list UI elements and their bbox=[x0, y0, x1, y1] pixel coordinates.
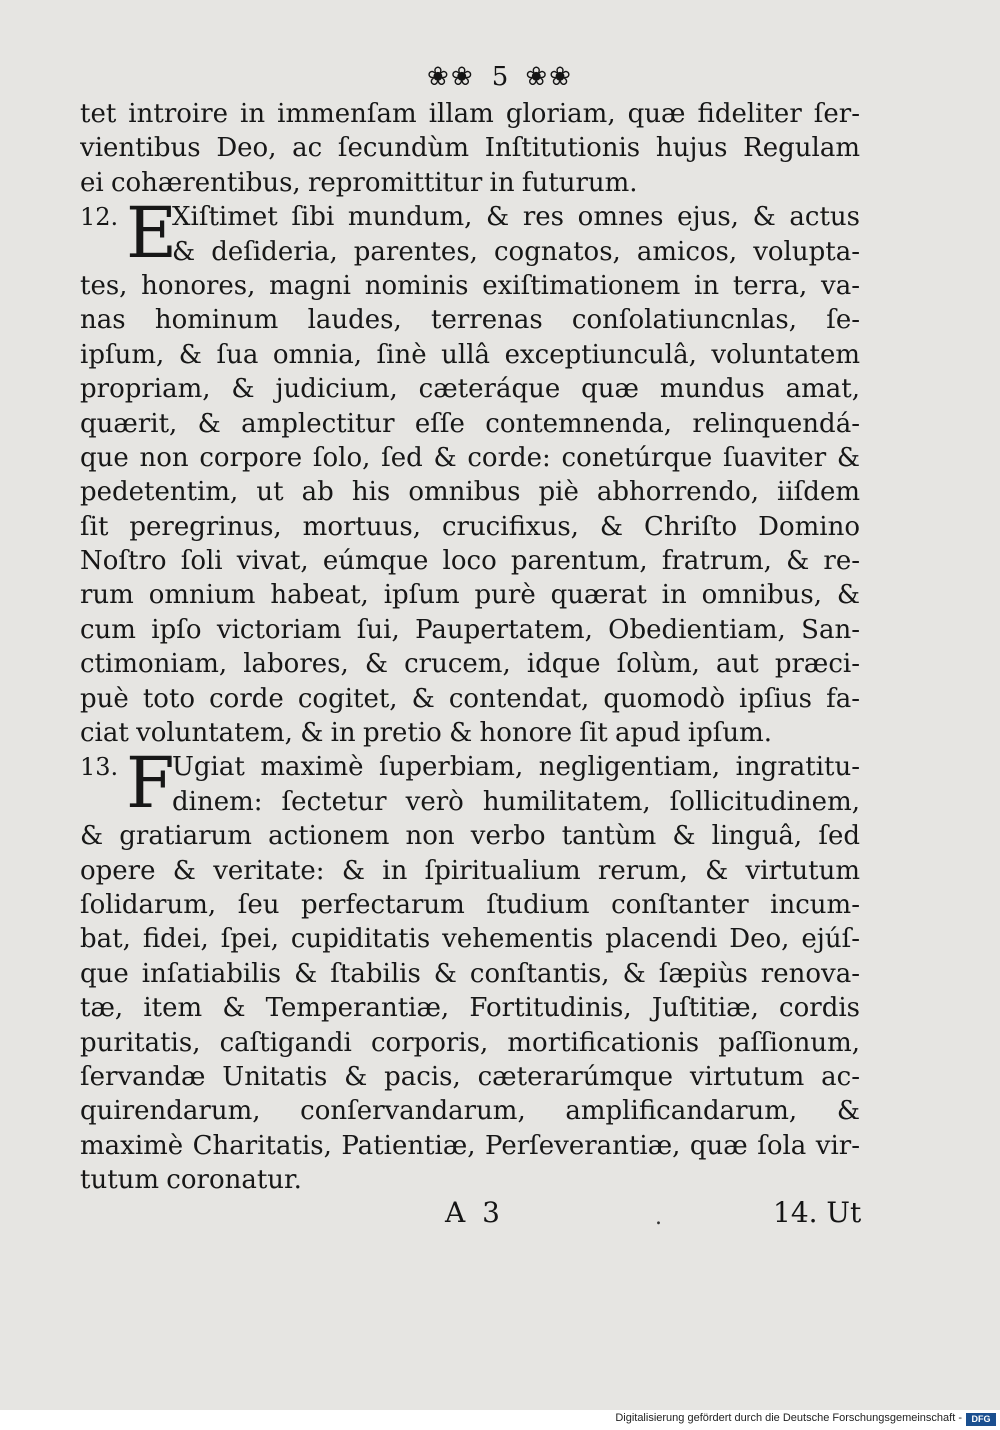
text-line: Ugiat maximè ſuperbiam, negligentiam, ingratitu- bbox=[172, 752, 860, 783]
text-line: nas hominum laudes, terrenas conſolatiuncnlas, ſe- bbox=[80, 305, 860, 336]
text-line: rum omnium habeat, ipſum purè quærat in omnibus, & bbox=[80, 580, 860, 611]
text-line: vientibus Deo, ac ſecundùm Inſtitutionis hujus Regulam bbox=[80, 133, 860, 164]
text-line: tes, honores, magni nominis exiſtimationem in terra, va- bbox=[80, 270, 860, 301]
paragraph-number: 12. bbox=[80, 203, 119, 232]
dfg-logo-icon: DFG bbox=[966, 1413, 996, 1426]
text-line: pedetentim, ut ab his omnibus piè abhorrendo, iiſdem bbox=[80, 477, 860, 508]
text-line: que inſatiabilis & ſtabilis & conſtantis, & ſæpiùs renova- bbox=[80, 958, 860, 989]
text-line: ei cohærentibus, repromittitur in futurum. bbox=[80, 167, 638, 198]
footer-dot: . bbox=[655, 1205, 662, 1230]
text-line: ciat voluntatem, & in pretio & honore ſit apud ipſum. bbox=[80, 718, 773, 749]
text-line: propriam, & judicium, cæteráque quæ mundus amat, bbox=[80, 374, 860, 405]
text-line: ſolidarum, ſeu perfectarum ſtudium conſtanter incum- bbox=[80, 889, 860, 920]
text-line: tutum coronatur. bbox=[80, 1165, 302, 1196]
page-header bbox=[0, 62, 1000, 102]
text-line: que non corpore ſolo, ſed & corde: conetúrque ſuaviter & bbox=[80, 442, 860, 473]
text-line: maximè Charitatis, Patientiæ, Perſeverantiæ, quæ ſola vir- bbox=[80, 1130, 860, 1161]
text-line: bat, fidei, ſpei, cupiditatis vehementis placendi Deo, ejúſ- bbox=[80, 924, 860, 955]
catchword: 14. Ut bbox=[773, 1196, 862, 1229]
text-line: Noſtro ſoli vivat, eúmque loco parentum, fratrum, & re- bbox=[80, 546, 860, 577]
text-line: tæ, item & Temperantiæ, Fortitudinis, Juſtitiæ, cordis bbox=[80, 993, 860, 1024]
text-line: ſit peregrinus, mortuus, crucifixus, & Chriſto Domino bbox=[80, 511, 860, 542]
text-line: ipſum, & ſua omnia, ſinè ullâ exceptiunculâ, voluntatem bbox=[80, 339, 860, 370]
text-line: puè toto corde cogitet, & contendat, quomodò ipſius fa- bbox=[80, 683, 860, 714]
text-line: ſervandæ Unitatis & pacis, cæterarúmque virtutum ac- bbox=[80, 1061, 860, 1092]
text-line: puritatis, caſtigandi corporis, mortificationis paſſionum, bbox=[80, 1027, 860, 1058]
text-line: Xiſtimet ſibi mundum, & res omnes ejus, & actus bbox=[172, 202, 860, 233]
page-number: 5 bbox=[491, 62, 509, 92]
credit-text: Digitalisierung gefördert durch die Deutsche Forschungsgemeinschaft - bbox=[615, 1412, 962, 1424]
signature-mark: A 3 bbox=[445, 1196, 500, 1229]
text-line: & deſideria, parentes, cognatos, amicos, volupta- bbox=[172, 236, 860, 267]
text-line: dinem: ſectetur verò humilitatem, ſollicitudinem, bbox=[172, 786, 860, 817]
ornament-right-icon: ❀❀ bbox=[525, 62, 573, 92]
text-line: quirendarum, conſervandarum, amplificandarum, & bbox=[80, 1096, 860, 1127]
text-line: quærit, & amplectitur eſſe contemnenda, relinquendá- bbox=[80, 408, 860, 439]
text-line: cum ipſo victoriam ſui, Paupertatem, Obedientiam, San- bbox=[80, 614, 860, 645]
credit-bar bbox=[0, 1410, 1000, 1430]
drop-cap: F bbox=[126, 742, 175, 825]
text-line: & gratiarum actionem non verbo tantùm & linguâ, ſed bbox=[80, 821, 860, 852]
paragraph-number: 13. bbox=[80, 753, 119, 782]
text-line: opere & veritate: & in ſpiritualium rerum, & virtutum bbox=[80, 855, 860, 886]
text-line: ctimoniam, labores, & crucem, idque ſolùm, aut præci- bbox=[80, 649, 860, 680]
drop-cap: E bbox=[126, 192, 178, 275]
ornament-left-icon: ❀❀ bbox=[427, 62, 475, 92]
main-text bbox=[80, 97, 860, 1198]
text-line: tet introire in immenſam illam gloriam, quæ fideliter ſer- bbox=[80, 99, 860, 129]
